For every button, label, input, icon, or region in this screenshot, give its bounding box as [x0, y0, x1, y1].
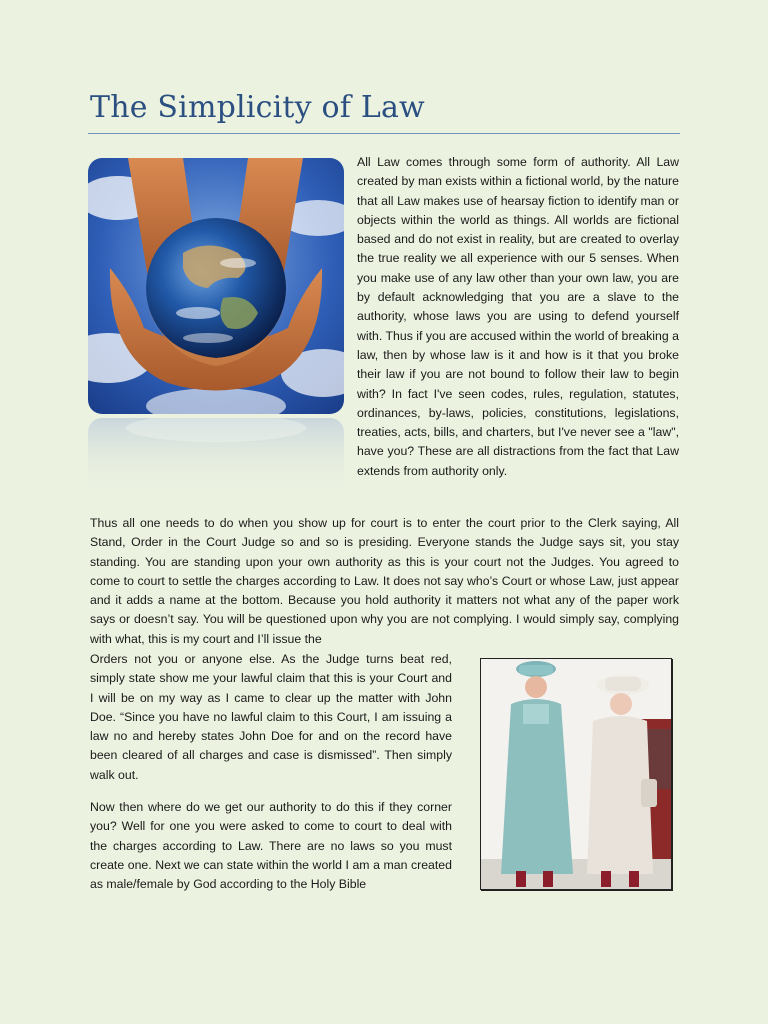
paragraph-2: Thus all one needs to do when you show up for court is to enter the court prior to the Clerk saying, All Stand, Order in the Court Judge so and so is presiding. Everyone stands the Judge says sit, you stay standing. You are standing upon your own authority as this is your court not the Judges. You agreed to come to court to settle the charges according to Law. It does not say who’s Court or whose Law, just appear and it adds a name at the bottom. Because you hold authority it matters not what any of the paper work says or doesn’t say. You will be questioned upon why you are not complying. I would simply say, complying with what, this is my court and I’ll issue the — [90, 516, 679, 646]
photo-illustration — [481, 659, 671, 889]
page-title: The Simplicity of Law — [90, 90, 425, 125]
globe-illustration — [88, 158, 344, 414]
hands-holding-earth-image — [88, 158, 344, 414]
two-women-in-hats-photo — [480, 658, 672, 890]
paragraph-3: Orders not you or anyone else. As the Judge turns beat red, simply state show me your lawful claim that this is your Court and I will be on my way as I came to clear up the matter with John Doe. “Since you have no lawful claim to this Court, I am issuing a law no and hereby states John Doe for and on the record have been cleared of all charges and case is dismissed”. Then simply walk out. — [90, 652, 452, 782]
paragraph-4: Now then where do we get our authority to do this if they corner you? Well for one you were asked to come to court to deal with the charges according to Law. There are no laws so you must create one. Next we can state within the world I am a man created as male/female by God according to the Holy Bible — [90, 800, 452, 892]
image-reflection — [88, 418, 344, 498]
paragraph-1: All Law comes through some form of authority. All Law created by man exists within a fictional world, by the nature that all Law makes use of hearsay fiction to identify man or objects within the world as things. All worlds are fictional based and do not exist in reality, but are created to overlay the true reality we all experience with our 5 senses. When you make use of any law other than your own law, you are by default acknowledging that you are a slave to the authority, whose laws you are using to defend yourself with. Thus if you are accused within the world of breaking a law, then by whose law is it and how is it that you broke their law if you are not bound to follow their law to begin with? In fact I've seen codes, rules, regulation, statutes, ordinances, by-laws, policies, constitutions, legislations, treaties, acts, bills, and charters, but I've never see a "law", have you? These are all distractions from the fact that Law extends from authority only. — [357, 155, 679, 478]
title-divider — [88, 133, 680, 134]
